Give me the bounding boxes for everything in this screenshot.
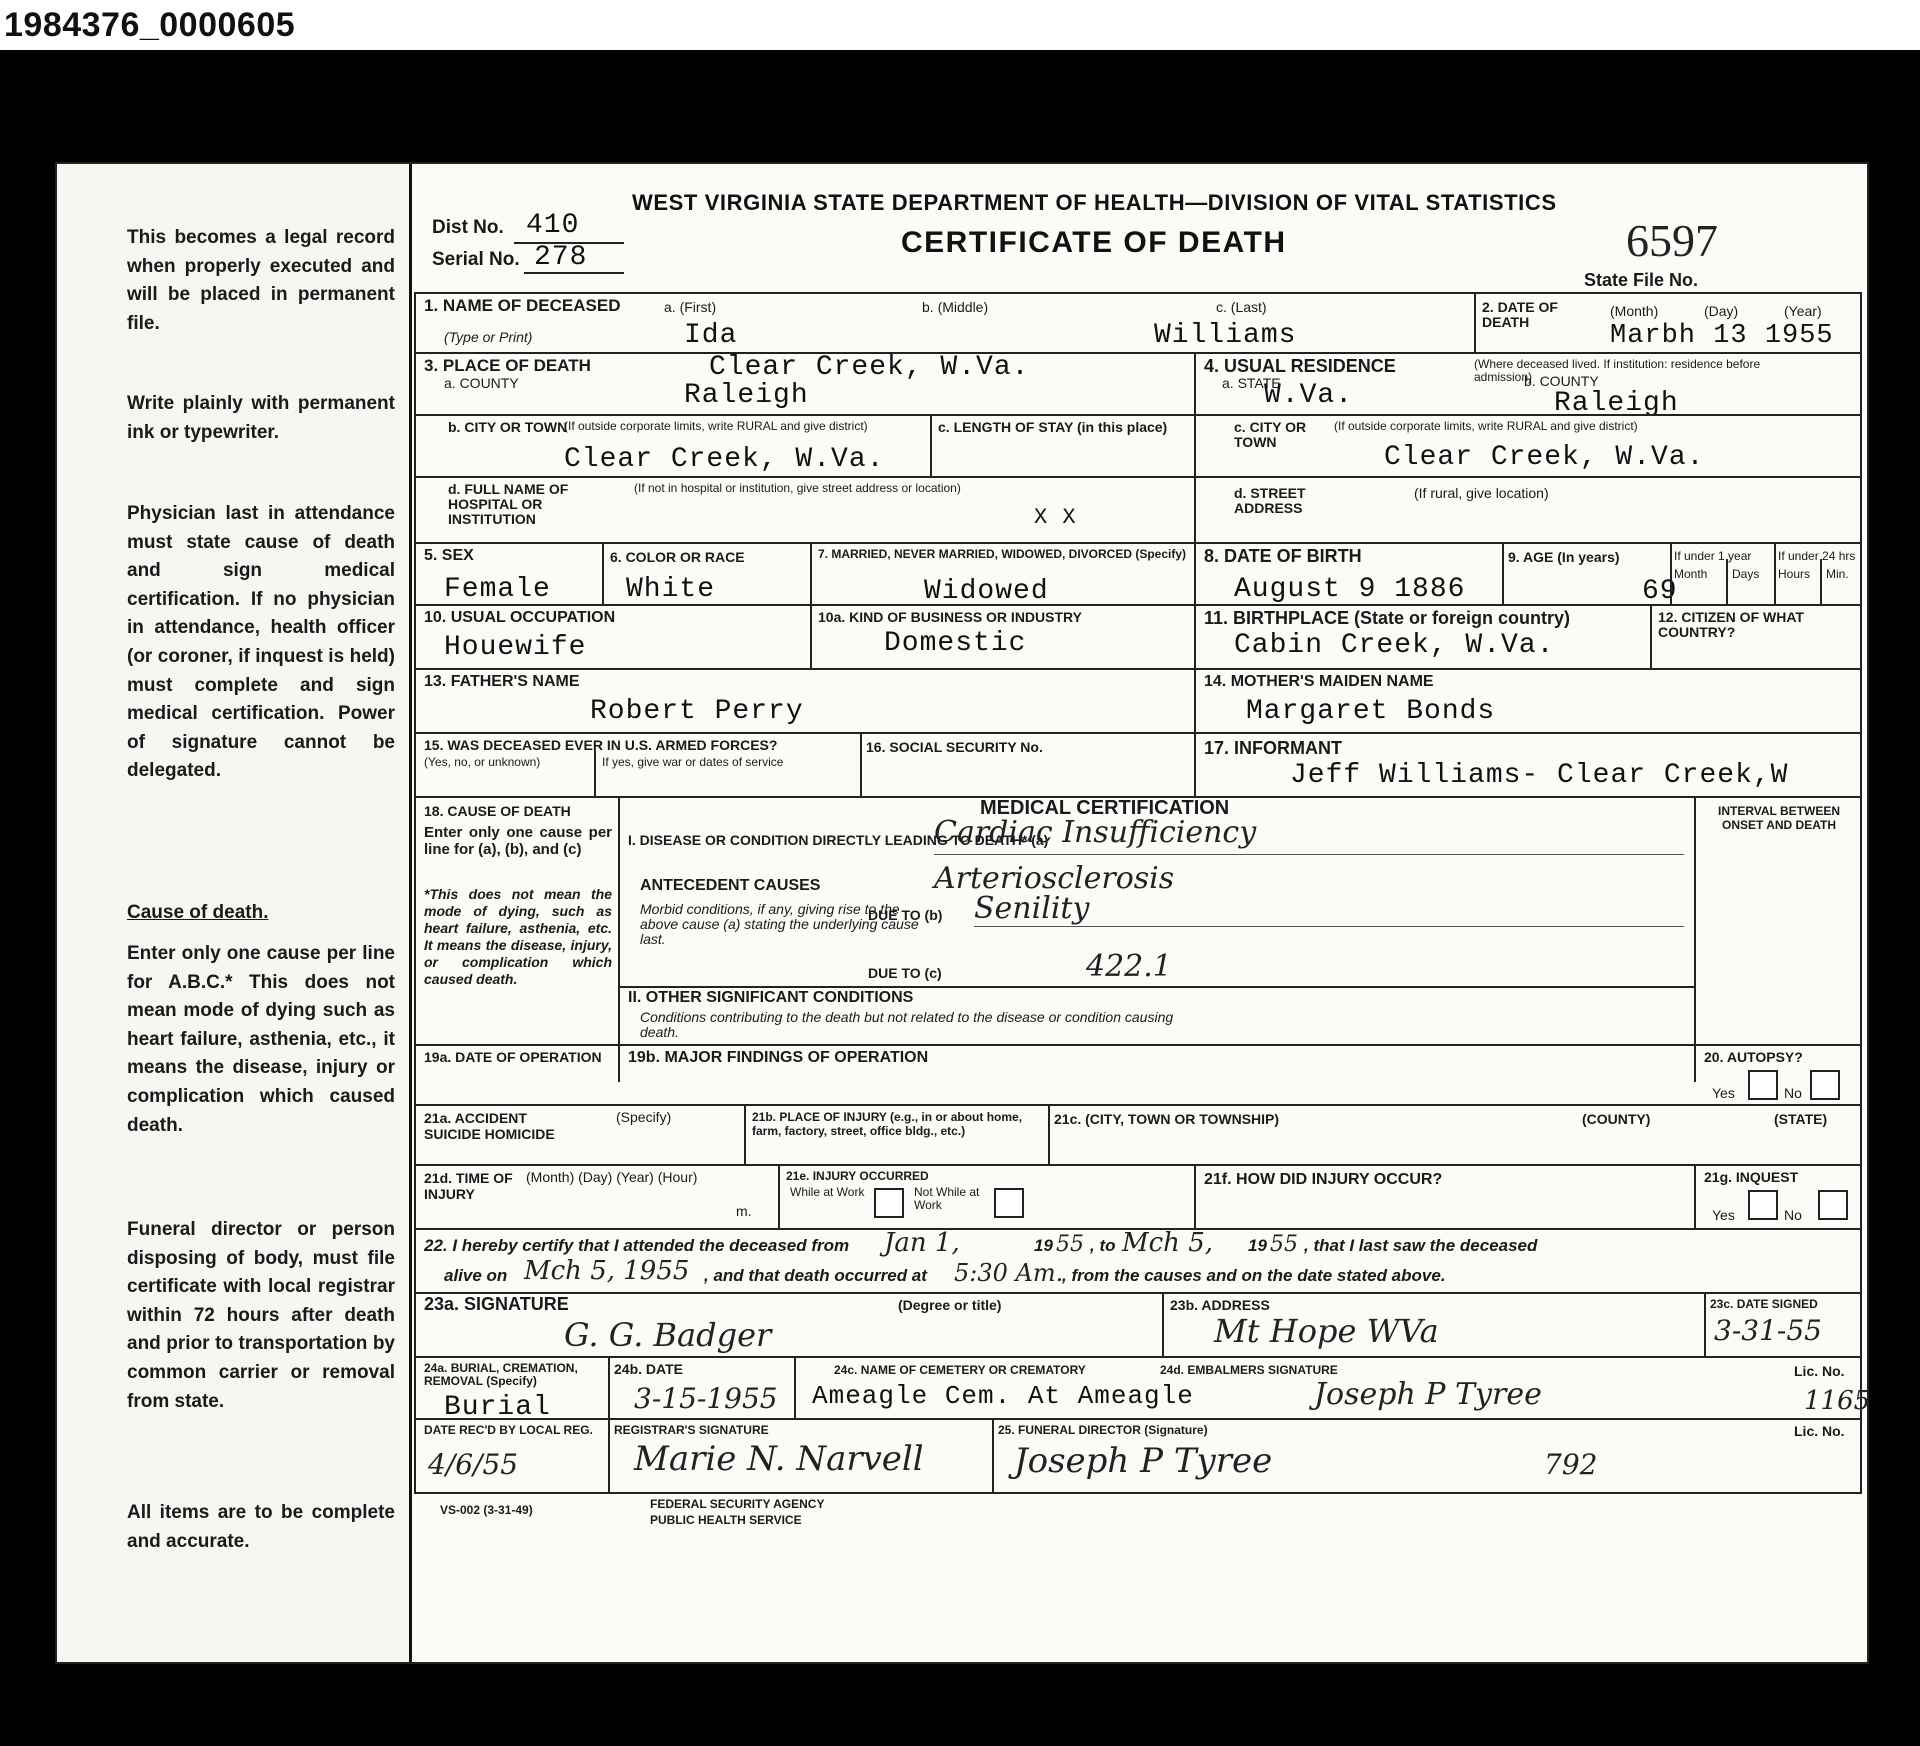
cause-instructions: Enter only one cause per line for (a), (b), and (c) [424,824,612,858]
business-value: Domestic [884,628,1027,659]
row1-divider [1474,292,1476,352]
cause-b-line [974,926,1684,927]
while-at-work-label: While at Work [790,1185,865,1199]
frame-top [414,292,1862,294]
autopsy-no-label: No [1784,1085,1802,1101]
residence-city-note: (If outside corporate limits, write RURAL and give district) [1334,419,1638,433]
certify-bottom [414,1292,1862,1294]
married-label: 7. MARRIED, NEVER MARRIED, WIDOWED, DIVORCED (Specify) [818,547,1187,561]
due-to-b-label: DUE TO (b) [868,907,943,923]
residence-city-value: Clear Creek, W.Va. [1384,442,1705,473]
occupation-value: Houewife [444,632,587,663]
certify-to-label: , to [1090,1236,1116,1255]
due-to-c-label: DUE TO (c) [868,965,942,981]
while-at-work-checkbox[interactable] [874,1188,904,1218]
date-signed-value: 3-31-55 [1714,1314,1822,1347]
registrar-signature-label: REGISTRAR'S SIGNATURE [614,1423,769,1437]
medical-left-divider [618,796,620,1082]
residence-county-value: Raleigh [1554,388,1679,419]
row6-div2 [1650,604,1652,668]
row8-div2 [860,732,862,796]
inquest-label: 21g. INQUEST [1704,1169,1799,1185]
informant-label: 17. INFORMANT [1204,738,1343,758]
date-signed-label: 23c. DATE SIGNED [1710,1297,1818,1311]
instruction-complete: All items are to be complete and accurate. [127,1502,395,1552]
instruction-cause-heading: Cause of death. [127,902,269,923]
middle-label: b. (Middle) [922,299,989,315]
married-value: Widowed [924,576,1049,607]
autopsy-no-checkbox[interactable] [1810,1070,1840,1100]
row5-div3 [1502,542,1504,604]
social-security-label: 16. SOCIAL SECURITY No. [866,739,1043,755]
date-of-death-value: Marbh 13 1955 [1610,321,1834,351]
frame-bottom [414,1492,1862,1494]
other-conditions-label: II. OTHER SIGNIFICANT CONDITIONS [628,989,914,1006]
certify-death-time-label: , and that death occurred at [704,1266,927,1285]
hospital-value: X X [1034,505,1077,530]
residence-state-value: W.Va. [1264,380,1354,411]
injury-occurred-label: 21e. INJURY OCCURRED [786,1169,929,1183]
citizen-label: 12. CITIZEN OF WHAT COUNTRY? [1658,609,1804,640]
embalmer-lic-value: 1165 [1804,1386,1871,1416]
physician-signature: G. G. Badger [564,1316,772,1354]
funeral-director-signature: Joseph P Tyree [1014,1441,1273,1481]
form-area [414,164,1871,1662]
color-value: White [626,574,716,605]
address-label: 23b. ADDRESS [1170,1297,1270,1313]
burial-date-label: 24b. DATE [614,1361,683,1377]
serial-no-label: Serial No. [432,249,520,270]
frame-left [414,292,416,1492]
under-24hrs-label: If under 24 hrs [1778,549,1856,563]
row5-div1 [602,542,604,604]
city-value: Clear Creek, W.Va. [564,444,885,475]
cause-a-line [934,854,1684,855]
cause-a2-value: Arteriosclerosis [934,861,1175,896]
medical-bottom [414,1044,1862,1046]
accident-div3 [778,1164,780,1228]
row4-bottom [414,542,1862,544]
armed-forces-sub2: If yes, give war or dates of service [602,755,784,769]
sex-label: 5. SEX [424,547,474,564]
not-while-at-work-label: Not While at Work [914,1185,980,1212]
row6-div1 [810,604,812,668]
signature-bottom [414,1356,1862,1358]
burial-div1 [608,1356,610,1418]
how-injury-label: 21f. HOW DID INJURY OCCUR? [1204,1171,1443,1188]
length-of-stay-label: c. LENGTH OF STAY (in this place) [938,419,1168,435]
place-of-death-label: 3. PLACE OF DEATH [424,356,591,375]
instruction-cause: Enter only one cause per line for A.B.C.* This does not mean mode of dying such as heart failure, asthenia, etc., it means the disease, injury or complication which caused death. [127,943,395,1136]
residence-note: (Where deceased lived. If institution: residence before admission) [1474,357,1761,384]
cemetery-label: 24c. NAME OF CEMETERY OR CREMATORY [834,1363,1086,1377]
instruction-legal-record: This becomes a legal record when properly executed and will be placed in permanent file. [127,227,395,334]
row3-divider [930,414,932,476]
cause-a-value: Cardiac Insufficiency [934,815,1257,850]
registrar-div2 [992,1418,994,1492]
cause-c-value: 422.1 [1086,949,1172,984]
embalmer-lic-label: Lic. No. [1794,1363,1845,1379]
burial-date-value: 3-15-1955 [634,1382,778,1415]
state-file-label: State File No. [1584,270,1699,290]
cause-note: *This does not mean the mode of dying, such as heart failure, asthenia, etc. It means the disease, injury, or complication which caused death. [424,886,612,987]
burial-div2 [794,1356,796,1418]
residence-city-label: c. CITY OR TOWN [1234,419,1307,450]
burial-type-label: 24a. BURIAL, CREMATION, REMOVAL (Specify) [424,1361,578,1388]
row5-div4 [1670,542,1672,604]
funeral-lic-label: Lic. No. [1794,1423,1845,1439]
frame-right [1860,292,1862,1492]
cause-of-death-label: 18. CAUSE OF DEATH [424,803,571,819]
row7-bottom [414,732,1862,734]
street-label: d. STREET ADDRESS [1234,485,1306,516]
place-of-death-value: Clear Creek, W.Va. [709,352,1030,383]
signature-div2 [1704,1292,1706,1356]
dist-no-label: Dist No. [432,217,504,238]
city-label: b. CITY OR TOWN [448,419,568,435]
row5-bottom [414,604,1862,606]
date-received-value: 4/6/55 [428,1448,519,1481]
informant-value: Jeff Williams- Clear Creek,W [1290,760,1789,791]
footer-agency-2: PUBLIC HEALTH SERVICE [650,1513,802,1527]
autopsy-yes-label: Yes [1712,1085,1735,1101]
form-number: VS-002 (3-31-49) [440,1503,533,1517]
cemetery-value: Ameagle Cem. At Ameagle [812,1381,1194,1411]
month-label: (Month) [1610,303,1659,319]
footer-agency-1: FEDERAL SECURITY AGENCY [650,1497,825,1511]
county-value: Raleigh [684,380,809,411]
inquest-yes-checkbox[interactable] [1748,1190,1778,1220]
row6-bottom [414,668,1862,670]
certificate-title: CERTIFICATE OF DEATH [901,226,1287,259]
state-file-number: 6597 [1626,215,1718,266]
certify-alive-label: alive on [444,1266,508,1285]
time-m-label: m. [736,1203,752,1219]
last-label: c. (Last) [1216,299,1267,315]
date-of-death-label: 2. DATE OF DEATH [1482,299,1558,330]
certify-year1-value: 55 [1056,1232,1084,1257]
time-of-injury-label: 21d. TIME OF INJURY [424,1170,513,1202]
operation-bottom [414,1104,1862,1106]
instruction-write-plainly: Write plainly with permanent ink or typewriter. [127,393,395,443]
certify-line1-label: 22. I hereby certify that I attended the deceased from [424,1236,850,1255]
state-label: a. STATE [1222,375,1281,391]
registrar-signature: Marie N. Narvell [634,1439,924,1479]
certify-19-a: 19 [1034,1236,1053,1255]
hospital-note: (If not in hospital or institution, give street address or location) [634,481,961,495]
father-label: 13. FATHER'S NAME [424,673,580,690]
under-1-year-label: If under 1 year [1674,549,1752,563]
certify-year2-value: 55 [1270,1232,1298,1257]
row3-bottom [414,476,1862,478]
image-id-label: 1984376_0000605 [0,0,1920,50]
certify-alive-value: Mch 5, 1955 [524,1256,690,1286]
injury-county-label: (COUNTY) [1582,1111,1651,1127]
mother-value: Margaret Bonds [1246,696,1496,727]
hospital-label: d. FULL NAME OF HOSPITAL OR INSTITUTION [448,481,569,527]
father-value: Robert Perry [590,696,804,727]
burial-bottom [414,1418,1862,1420]
dob-label: 8. DATE OF BIRTH [1204,546,1362,566]
hours-col-label: Hours [1778,567,1811,581]
row5-div2 [810,542,812,604]
autopsy-yes-checkbox[interactable] [1748,1070,1778,1100]
operation-findings-label: 19b. MAJOR FINDINGS OF OPERATION [628,1049,929,1066]
row5-div6 [1774,542,1776,604]
inquest-yes-label: Yes [1712,1207,1735,1223]
row8-div1 [594,750,596,796]
signature-div1 [1162,1292,1164,1356]
instruction-physician: Physician last in attendance must state cause of death and sign medical certification. If no physician in attendance, health officer (or coroner, if inquest is held) must complete and sign medical certification. Power of signature cannot be delegated. [127,503,395,782]
armed-forces-label: 15. WAS DECEASED EVER IN U.S. ARMED FORCES? [424,737,778,753]
instruction-funeral-director: Funeral director or person disposing of body, must file certificate with local registrar within 72 hours after death and prior to transportation by common carrier or removal from state. [127,1219,395,1412]
date-received-label: DATE REC'D BY LOCAL REG. [424,1423,593,1437]
medical-certification-title: MEDICAL CERTIFICATION [980,797,1230,819]
inquest-no-checkbox[interactable] [1818,1190,1848,1220]
death-certificate [55,162,1869,1664]
embalmer-label: 24d. EMBALMERS SIGNATURE [1160,1363,1338,1377]
cause-b-value: Senility [974,891,1090,926]
row5-div7 [1820,559,1822,604]
funeral-lic-value: 792 [1544,1448,1598,1481]
mother-label: 14. MOTHER'S MAIDEN NAME [1204,673,1434,690]
age-label: 9. AGE (In years) [1508,549,1620,565]
row1-bottom [414,352,1862,354]
interval-divider [1694,796,1696,1082]
certify-to-value: Mch 5, [1122,1228,1213,1258]
operation-date-label: 19a. DATE OF OPERATION [424,1049,602,1065]
physician-address: Mt Hope WVa [1214,1312,1439,1350]
residence-county-label: b. COUNTY [1524,373,1599,389]
other-conditions-top [618,986,1694,988]
agency-heading: WEST VIRGINIA STATE DEPARTMENT OF HEALTH—DIVISION OF VITAL STATISTICS [632,190,1557,215]
row8-div3 [1194,732,1196,796]
other-conditions-note: Conditions contributing to the death but not related to the disease or condition causing death. [640,1009,1174,1040]
embalmer-signature: Joseph P Tyree [1314,1377,1542,1412]
county-label: a. COUNTY [444,375,519,391]
birthplace-label: 11. BIRTHPLACE (State or foreign country) [1204,608,1571,628]
name-sub-label: (Type or Print) [444,329,533,345]
certify-line2-end: , from the causes and on the date stated above. [1062,1266,1446,1285]
burial-type-value: Burial [444,1392,551,1423]
month-col-label: Month [1674,567,1708,581]
age-value: 69 [1642,576,1678,607]
degree-label: (Degree or title) [898,1297,1002,1313]
street-note: (If rural, give location) [1414,485,1549,501]
min-col-label: Min. [1826,567,1849,581]
accident-div2 [1048,1104,1050,1164]
armed-forces-sub1: (Yes, no, or unknown) [424,755,541,769]
instructions-column [57,164,412,1662]
first-name-value: Ida [684,320,738,351]
accident-row1-bottom [414,1164,1862,1166]
funeral-director-label: 25. FUNERAL DIRECTOR (Signature) [998,1423,1208,1437]
dist-no-value: 410 [526,210,580,241]
certify-time-value: 5:30 Am. [954,1259,1064,1287]
certify-from-value: Jan 1, [884,1228,960,1258]
accident-div4 [1194,1164,1196,1228]
accident-div5 [1694,1164,1696,1228]
sex-value: Female [444,574,551,605]
business-label: 10a. KIND OF BUSINESS OR INDUSTRY [818,609,1082,625]
certify-line1-end: , that I last saw the deceased [1304,1236,1538,1255]
place-of-injury-label: 21b. PLACE OF INJURY (e.g., in or about home, farm, factory, street, office bldg., etc.) [752,1110,1023,1138]
antecedent-label: ANTECEDENT CAUSES [640,877,821,894]
last-name-value: Williams [1154,320,1297,351]
autopsy-label: 20. AUTOPSY? [1704,1049,1803,1065]
first-label: a. (First) [664,299,717,315]
accident-div1 [744,1104,746,1164]
day-label: (Day) [1704,303,1739,319]
year-label: (Year) [1784,303,1822,319]
not-while-at-work-checkbox[interactable] [994,1188,1024,1218]
city-note: (If outside corporate limits, write RURAL and give district) [564,419,868,433]
injury-state-label: (STATE) [1774,1111,1828,1127]
morbid-note: Morbid conditions, if any, giving rise to the above cause (a) stating the underlying cause last. [640,901,919,947]
serial-underline [524,272,624,274]
signature-label: 23a. SIGNATURE [424,1294,569,1314]
accident-type-label: 21a. ACCIDENT SUICIDE HOMICIDE [424,1110,555,1142]
days-col-label: Days [1732,567,1760,581]
interval-label: INTERVAL BETWEEN ONSET AND DEATH [1717,804,1840,832]
accident-specify-label: (Specify) [616,1109,672,1125]
row5-div5 [1726,559,1728,604]
row2-bottom [414,414,1862,416]
certify-19-b: 19 [1248,1236,1267,1255]
dob-value: August 9 1886 [1234,574,1466,605]
name-label: 1. NAME OF DECEASED [424,296,621,315]
injury-city-label: 21c. (CITY, TOWN OR TOWNSHIP) [1054,1111,1280,1127]
birthplace-value: Cabin Creek, W.Va. [1234,630,1555,661]
occupation-label: 10. USUAL OCCUPATION [424,609,616,626]
disease-line-label: I. DISEASE OR CONDITION DIRECTLY LEADING TO DEATH* (a) [628,832,1049,848]
registrar-div1 [608,1418,610,1492]
usual-residence-label: 4. USUAL RESIDENCE [1204,356,1396,376]
color-label: 6. COLOR OR RACE [610,549,745,565]
time-columns-label: (Month) (Day) (Year) (Hour) [526,1169,698,1185]
serial-no-value: 278 [534,242,588,273]
inquest-no-label: No [1784,1207,1802,1223]
